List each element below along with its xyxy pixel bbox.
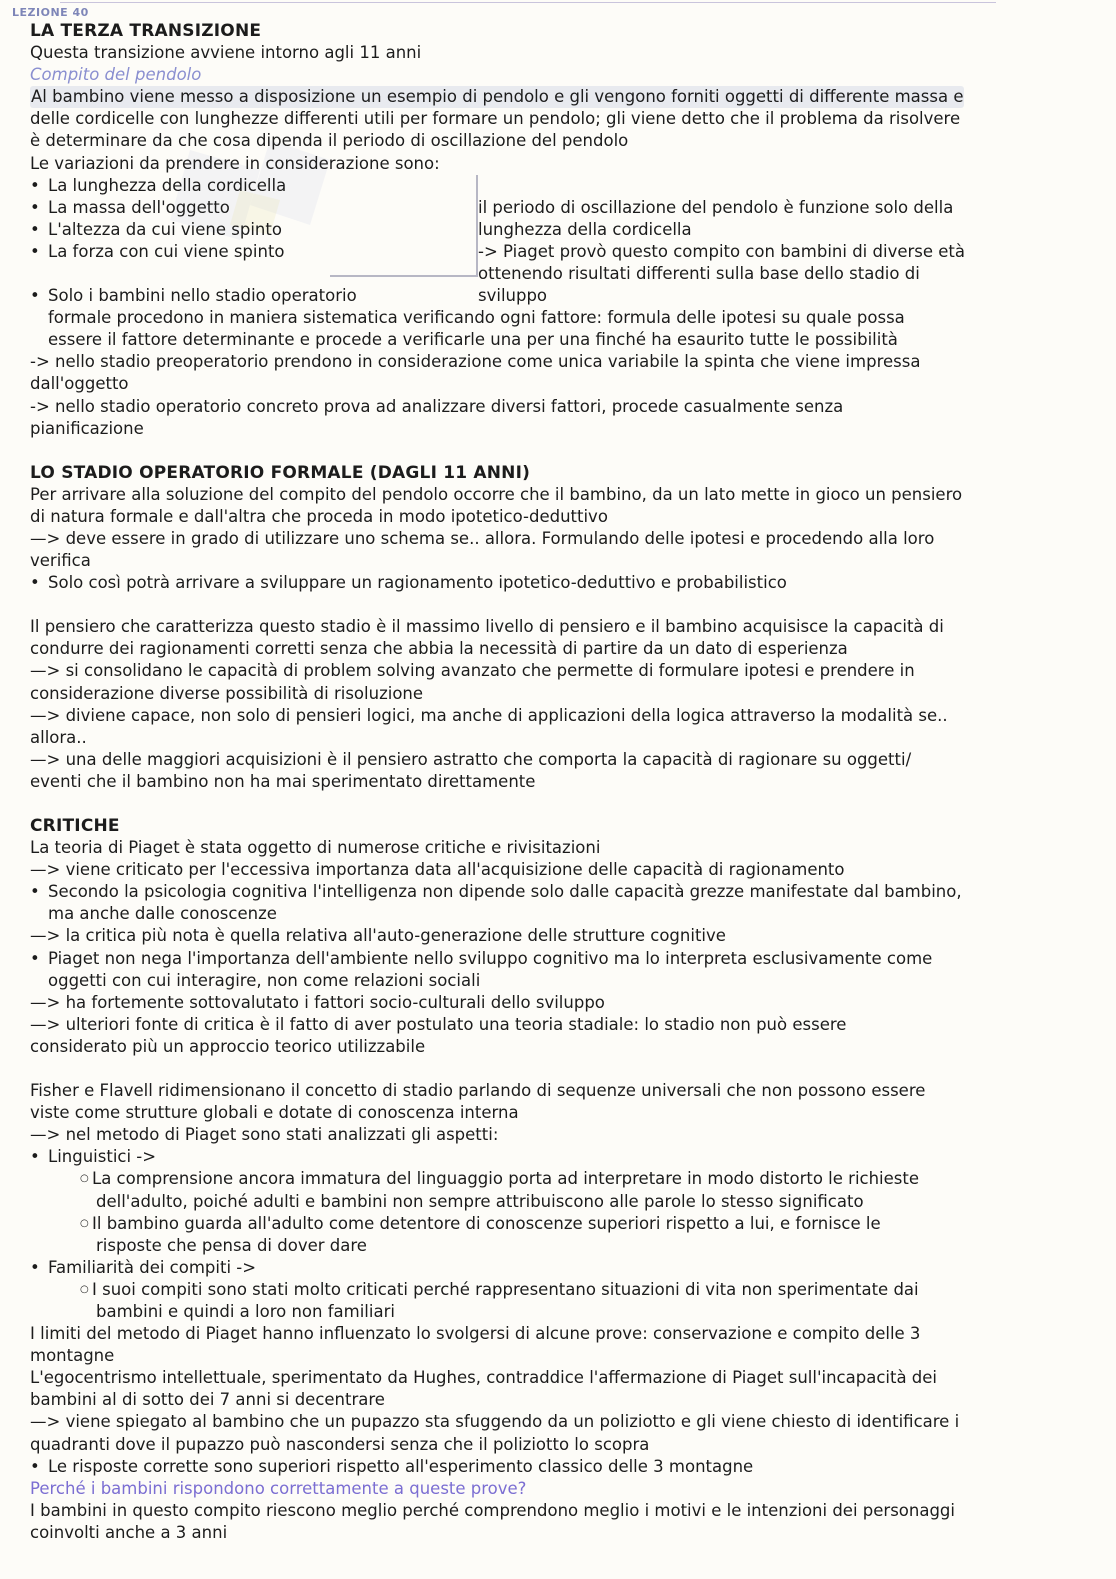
section-title-critiche: CRITICHE <box>30 816 120 836</box>
text-line: è determinare da che cosa dipenda il periodo di oscillazione del pendolo <box>30 131 629 151</box>
text-line: pianificazione <box>30 418 144 438</box>
variables-block <box>30 175 1080 307</box>
text-line: Al bambino viene messo a disposizione un esempio di pendolo e gli vengono forniti oggetti di differente massa e <box>30 86 964 108</box>
text-line: —> deve essere in grado di utilizzare uno schema se.. allora. Formulando delle ipotesi e procedendo alla loro <box>30 528 935 548</box>
text-line: bambini e quindi a loro non familiari <box>96 1301 395 1321</box>
variable-item: • La forza con cui viene spinto <box>30 241 1080 263</box>
text-line: quadranti dove il pupazzo può nascondersi senza che il poliziotto lo scopra <box>30 1434 650 1454</box>
text-line: eventi che il bambino non ha mai sperimentato direttamente <box>30 771 536 791</box>
text-line: essere il fattore determinante e procede a verificarle una per una finché ha esaurito tutte le possibilità <box>48 330 898 350</box>
text-line: —> una delle maggiori acquisizioni è il pensiero astratto che comporta la capacità di ragionare su oggetti/ <box>30 749 912 769</box>
text-line: —> ulteriori fonte di critica è il fatto di aver postulato una teoria stadiale: lo stadio non può essere <box>30 1014 847 1034</box>
text-line: ottenendo risultati differenti sulla base dello stadio di <box>478 263 920 283</box>
sub-bullet-item <box>30 1168 1080 1190</box>
document-body <box>30 20 1080 1544</box>
text-line: L'egocentrismo intellettuale, sperimentato da Hughes, contraddice l'affermazione di Piaget sull'incapacità dei <box>30 1368 938 1388</box>
bullet-item: • Piaget non nega l'importanza dell'ambiente nello sviluppo cognitivo ma lo interpreta esclusivamente come <box>30 948 1080 970</box>
section-title-stadio-formale: LO STADIO OPERATORIO FORMALE (DAGLI 11 ANNI) <box>30 462 531 483</box>
text-line: condurre dei ragionamenti corretti senza che abbia la necessità di partire da un dato di esperienza <box>30 639 848 659</box>
text-line: —> nel metodo di Piaget sono stati analizzati gli aspetti: <box>30 1125 499 1145</box>
subtitle-pendolo: Compito del pendolo <box>30 65 202 85</box>
text-line: considerazione diverse possibilità di risoluzione <box>30 683 424 703</box>
bullet-item: • Linguistici -> <box>30 1146 1080 1168</box>
text-line: viste come strutture globali e dotate di conoscenza interna <box>30 1103 519 1123</box>
text-line: I bambini in questo compito riescono meglio perché comprendono meglio i motivi e le intenzioni dei personaggi <box>30 1500 955 1520</box>
text-line: La teoria di Piaget è stata oggetto di numerose critiche e rivisitazioni <box>30 838 601 858</box>
text-line: verifica <box>30 551 91 571</box>
text-line: sviluppo <box>478 286 548 306</box>
text-line: Il bambino guarda all'adulto come detentore di conoscenze superiori rispetto a lui, e fornisce le <box>92 1213 881 1233</box>
text-line: oggetti con cui interagire, non come relazioni sociali <box>48 970 481 990</box>
question-line: Perché i bambini rispondono correttamente a queste prove? <box>30 1478 527 1498</box>
intro-line: Questa transizione avviene intorno agli 11 anni <box>30 43 422 63</box>
text-line: risposte che pensa di dover dare <box>96 1235 367 1255</box>
text-line: Per arrivare alla soluzione del compito del pendolo occorre che il bambino, da un lato mette in gioco un pensiero <box>30 484 963 504</box>
text-line: -> nello stadio operatorio concreto prova ad analizzare diversi fattori, procede casualmente senza <box>30 396 844 416</box>
variable-item: • L'altezza da cui viene spinto <box>30 219 1080 241</box>
text-line: La comprensione ancora immatura del linguaggio porta ad interpretare in modo distorto le richieste <box>92 1169 920 1189</box>
variable-item: • La massa dell'oggetto <box>30 197 1080 219</box>
text-line: coinvolti anche a 3 anni <box>30 1522 228 1542</box>
bullet-item: • Solo i bambini nello stadio operatorio <box>30 285 1080 307</box>
sub-bullet-item <box>30 1213 1080 1235</box>
text-line: allora.. <box>30 727 87 747</box>
text-line: montagne <box>30 1346 115 1366</box>
text-line: formale procedono in maniera sistematica verificando ogni fattore: formula delle ipotesi su quale possa <box>48 308 905 328</box>
text-line: —> ha fortemente sottovalutato i fattori socio-culturali dello sviluppo <box>30 992 605 1012</box>
text-line: Fisher e Flavell ridimensionano il concetto di stadio parlando di sequenze universali che non possono essere <box>30 1081 926 1101</box>
text-line: dall'oggetto <box>30 374 129 394</box>
text-line: dell'adulto, poiché adulti e bambini non sempre attribuiscono alle parole lo stesso significato <box>96 1191 864 1211</box>
text-line: I suoi compiti sono stati molto criticati perché rappresentano situazioni di vita non sperimentate dai <box>92 1279 919 1299</box>
variable-item: • La lunghezza della cordicella <box>30 175 1080 197</box>
top-rule <box>60 2 996 3</box>
text-line: delle cordicelle con lunghezze differenti utili per formare un pendolo; gli viene detto che il problema da risolvere <box>30 109 961 129</box>
section-title-terza-transizione: LA TERZA TRANSIZIONE <box>30 21 262 41</box>
bullet-item: • Familiarità dei compiti -> <box>30 1257 1080 1279</box>
text-line: ma anche dalle conoscenze <box>48 904 277 924</box>
text-line: bambini al di sotto dei 7 anni si decentrare <box>30 1390 385 1410</box>
text-line: Il pensiero che caratterizza questo stadio è il massimo livello di pensiero e il bambino acquisisce la capacità di <box>30 617 944 637</box>
text-line: —> viene criticato per l'eccessiva importanza data all'acquisizione delle capacità di ragionamento <box>30 860 845 880</box>
text-line: lunghezza della cordicella <box>478 219 692 239</box>
text-line: -> Piaget provò questo compito con bambini di diverse età <box>478 241 965 261</box>
text-line: —> la critica più nota è quella relativa all'auto-generazione delle strutture cognitive <box>30 926 726 946</box>
text-line: I limiti del metodo di Piaget hanno influenzato lo svolgersi di alcune prove: conservazione e compito delle 3 <box>30 1324 921 1344</box>
text-line: -> nello stadio preoperatorio prendono in considerazione come unica variabile la spinta che viene impressa <box>30 352 921 372</box>
bullet-item: • Secondo la psicologia cognitiva l'intelligenza non dipende solo dalle capacità grezze manifestate dal bambino, <box>30 881 1080 903</box>
sub-bullet-item <box>30 1279 1080 1301</box>
text-line: il periodo di oscillazione del pendolo è funzione solo della <box>478 197 954 217</box>
text-line: considerato più un approccio teorico utilizzabile <box>30 1036 426 1056</box>
text-line: —> si consolidano le capacità di problem solving avanzato che permette di formulare ipotesi e prendere in <box>30 661 915 681</box>
text-line: di natura formale e dall'altra che proceda in modo ipotetico-deduttivo <box>30 506 608 526</box>
bullet-item: • Le risposte corrette sono superiori rispetto all'esperimento classico delle 3 montagne <box>30 1456 1080 1478</box>
lesson-label: LEZIONE 40 <box>12 6 89 19</box>
bullet-item: • Solo così potrà arrivare a sviluppare un ragionamento ipotetico-deduttivo e probabilistico <box>30 572 1080 594</box>
text-line: —> viene spiegato al bambino che un pupazzo sta sfuggendo da un poliziotto e gli viene chiesto di identificare i <box>30 1412 960 1432</box>
text-line: Le variazioni da prendere in considerazione sono: <box>30 153 440 173</box>
text-line: —> diviene capace, non solo di pensieri logici, ma anche di applicazioni della logica attraverso la modalità se.. <box>30 705 948 725</box>
